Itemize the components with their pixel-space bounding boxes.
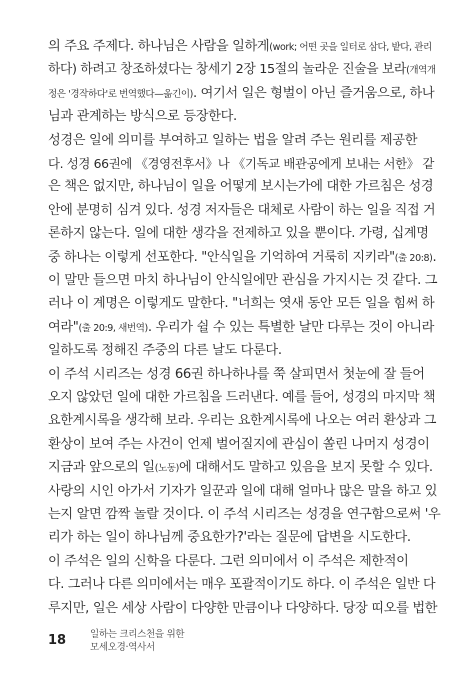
text-line: [48, 412, 436, 431]
line-note: (노동): [154, 463, 179, 475]
line-rest: 에 대해서도 말하고 있음을 보지 못할 수 있다.: [178, 460, 433, 476]
text-line: [48, 108, 237, 127]
line-text: 루지만, 일은 세상 사람이 다양한 만큼이나 다양하다. 당장 띠오를 법한: [48, 600, 438, 616]
text-line: [48, 319, 434, 338]
text-line: [48, 249, 436, 268]
text-line: [48, 132, 417, 151]
line-text: 론하지 않는다. 일에 대한 생각을 전제하고 있을 뿐이다. 가령, 십계명: [48, 226, 429, 242]
text-line: [48, 459, 433, 478]
text-line: [48, 483, 437, 502]
running-title-line-1: 일하는 크리스천을 위한: [90, 629, 185, 640]
line-text: 여라": [48, 319, 79, 335]
running-title: [90, 628, 184, 654]
text-line: [48, 506, 440, 525]
line-text: 일하도록 정해진 주중의 다른 날도 다룬다.: [48, 343, 282, 359]
text-line: [48, 529, 411, 548]
line-text: 하다) 하려고 창조하셨다는 창세기 2장 15절의 놀라운 진술을 보라: [48, 62, 407, 78]
line-note: (출 20:9, 새번역): [78, 322, 148, 334]
line-rest: . 우리가 쉴 수 있는 특별한 날만 다루는 것이 아니라: [147, 319, 435, 335]
line-text: 사랑의 시인 아가서 기자가 일꾼과 일에 대해 얼마나 많은 말을 하고 있: [48, 483, 438, 499]
text-line: [48, 38, 432, 57]
line-text: 지금과 앞으로의 일: [48, 460, 155, 476]
page-number: 18: [48, 633, 67, 648]
text-line: [48, 366, 425, 385]
text-line: [48, 295, 434, 314]
line-text: 안에 분명히 심겨 있다. 성경 저자들은 대체로 사람이 하는 일을 직접 거: [48, 202, 436, 218]
line-note: (work; 어떤 곳을 일터로 삼다, 밭다, 관리: [269, 42, 432, 53]
line-text: 오지 않았던 일에 대한 가르침을 드러낸다. 예를 들어, 성경의 마지막 책: [48, 390, 436, 405]
text-line: [48, 436, 429, 455]
line-text: 님과 관계하는 방식으로 등장한다.: [48, 109, 237, 125]
line-text: 중 하나는 이렇게 선포한다. "안식일을 기억하여 거룩히 지키라": [48, 249, 395, 265]
line-text: 는지 알면 깜짝 놀랄 것이다. 이 주석 시리즈는 성경을 연구함으로써 '우: [48, 507, 441, 522]
line-text: 다. 성경 66권에 《경영전후서》나 《기독교 배관공에게 보내는 서한》 같: [48, 156, 435, 171]
text-line: [48, 553, 409, 572]
line-text: 환상이 보여 주는 사건이 언제 벌어질지에 관심이 쏠린 나머지 성경이: [48, 436, 430, 452]
line-text: 이 주석 시리즈는 성경 66권 하나하나를 쭉 살피면서 첫눈에 잘 들어: [48, 366, 425, 382]
line-text: 이 말만 들으면 마치 하나님이 안식일에만 관심을 가지시는 것 같다. 그: [48, 273, 438, 288]
text-line: [48, 61, 436, 80]
line-text: 이 주석은 일의 신학을 다룬다. 그런 의미에서 이 주석은 제한적이: [48, 553, 409, 569]
line-text: 은 책은 없지만, 하나님이 일을 어떻게 보시는가에 대한 가르침은 성경: [48, 179, 434, 195]
line-text: 성경은 일에 의미를 부여하고 일하는 법을 알려 주는 원리를 제공한: [48, 132, 418, 148]
line-rest: . 여기서 일은 형벌이 아닌 즐거움으로, 하나: [192, 85, 435, 101]
text-line: [48, 202, 435, 221]
text-line: [48, 600, 437, 619]
line-text: 의 주요 주제다. 하나님은 사람을 일하게: [48, 39, 270, 54]
line-note: (출 20:8): [394, 252, 433, 264]
text-line: [48, 85, 434, 104]
text-line: [48, 576, 435, 595]
line-text: 다. 그러나 다른 의미에서는 매우 포괄적이기도 하다. 이 주석은 일반 다: [48, 577, 436, 593]
line-rest: .: [432, 249, 437, 265]
line-text: 리가 하는 일이 하나님께 중요한가?'라는 질문에 답변을 시도한다.: [48, 530, 411, 546]
running-title-line-2: 모세오경·역사서: [90, 642, 155, 653]
text-line: [48, 225, 429, 244]
line-text: 러나 이 계명은 이렇게도 말한다. "너희는 엿새 동안 모든 일을 힘써 하: [48, 296, 435, 312]
line-text: 요한계시록을 생각해 보라. 우리는 요한계시록에 나오는 여러 환상과 그: [48, 413, 437, 429]
line-note: 정은 '경작하다'로 번역했다—옮긴이): [48, 88, 193, 100]
text-line: [48, 342, 282, 361]
text-line: [48, 272, 437, 291]
text-line: [48, 389, 435, 408]
text-line: [48, 155, 434, 175]
line-note: (개역개: [406, 65, 436, 77]
text-line: [48, 178, 433, 197]
